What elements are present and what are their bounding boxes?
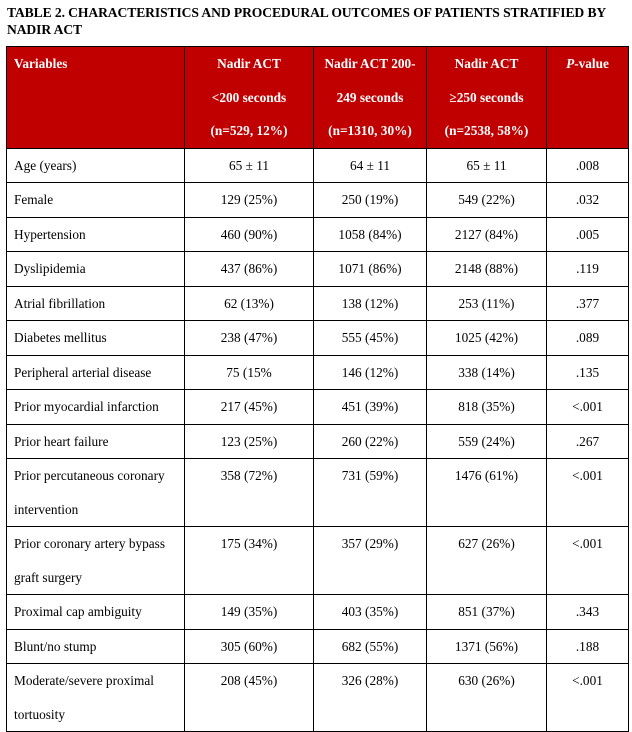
cell-nadir-200-249: 555 (45%)	[314, 321, 427, 356]
header-line: Nadir ACT 200-	[324, 56, 416, 71]
table-row	[7, 629, 629, 664]
cell-nadir-ge250: 2148 (88%)	[427, 252, 547, 287]
cell-p-value: .135	[547, 355, 629, 390]
header-line: (n=2538, 58%)	[444, 123, 529, 138]
header-line: ≥250 seconds	[449, 89, 524, 105]
cell-p-value: .008	[547, 148, 629, 183]
cell-nadir-200-249: 260 (22%)	[314, 424, 427, 459]
cell-nadir-lt200: 75 (15%	[185, 355, 314, 390]
row-variable: Dyslipidemia	[7, 252, 185, 287]
cell-nadir-ge250: 65 ± 11	[427, 148, 547, 183]
cell-nadir-200-249: 451 (39%)	[314, 390, 427, 425]
cell-nadir-200-249: 357 (29%)	[314, 527, 427, 595]
table-row	[7, 286, 629, 321]
table-row	[7, 527, 629, 595]
header-line: Nadir ACT	[454, 56, 519, 71]
table-row	[7, 390, 629, 425]
cell-p-value: <.001	[547, 527, 629, 595]
cell-nadir-lt200: 460 (90%)	[185, 217, 314, 252]
table-row	[7, 148, 629, 183]
row-variable: Atrial fibrillation	[7, 286, 185, 321]
cell-nadir-lt200: 149 (35%)	[185, 595, 314, 630]
cell-p-value: .377	[547, 286, 629, 321]
table-row	[7, 595, 629, 630]
cell-nadir-lt200: 123 (25%)	[185, 424, 314, 459]
cell-p-value: .089	[547, 321, 629, 356]
header-line: Nadir ACT	[217, 56, 281, 71]
header-line: (n=529, 12%)	[210, 123, 288, 138]
cell-nadir-200-249: 1071 (86%)	[314, 252, 427, 287]
table-row	[7, 459, 629, 527]
cell-nadir-lt200: 65 ± 11	[185, 148, 314, 183]
row-variable: Age (years)	[7, 148, 185, 183]
cell-nadir-200-249: 731 (59%)	[314, 459, 427, 527]
cell-p-value: .032	[547, 183, 629, 218]
cell-p-value: .343	[547, 595, 629, 630]
cell-nadir-ge250: 549 (22%)	[427, 183, 547, 218]
row-variable: Prior heart failure	[7, 424, 185, 459]
cell-nadir-200-249: 403 (35%)	[314, 595, 427, 630]
table-header-row	[7, 47, 629, 149]
row-variable: Female	[7, 183, 185, 218]
row-variable: Prior myocardial infarction	[7, 390, 185, 425]
cell-nadir-lt200: 62 (13%)	[185, 286, 314, 321]
row-variable: Blunt/no stump	[7, 629, 185, 664]
cell-nadir-lt200: 217 (45%)	[185, 390, 314, 425]
header-nadir-act-lt200	[185, 47, 314, 149]
header-line: (n=1310, 30%)	[328, 123, 412, 138]
table-row	[7, 183, 629, 218]
cell-nadir-lt200: 437 (86%)	[185, 252, 314, 287]
cell-nadir-lt200: 175 (34%)	[185, 527, 314, 595]
cell-nadir-ge250: 338 (14%)	[427, 355, 547, 390]
table-row	[7, 424, 629, 459]
cell-nadir-200-249: 682 (55%)	[314, 629, 427, 664]
cell-nadir-ge250: 627 (26%)	[427, 527, 547, 595]
cell-p-value: <.001	[547, 390, 629, 425]
cell-p-value: .188	[547, 629, 629, 664]
table-row	[7, 321, 629, 356]
cell-nadir-ge250: 559 (24%)	[427, 424, 547, 459]
cell-nadir-ge250: 1476 (61%)	[427, 459, 547, 527]
cell-nadir-200-249: 326 (28%)	[314, 664, 427, 732]
cell-p-value: .267	[547, 424, 629, 459]
cell-nadir-lt200: 305 (60%)	[185, 629, 314, 664]
cell-nadir-lt200: 358 (72%)	[185, 459, 314, 527]
cell-nadir-ge250: 1371 (56%)	[427, 629, 547, 664]
cell-nadir-ge250: 2127 (84%)	[427, 217, 547, 252]
table-row	[7, 217, 629, 252]
cell-nadir-200-249: 146 (12%)	[314, 355, 427, 390]
row-variable: Hypertension	[7, 217, 185, 252]
row-variable: Peripheral arterial disease	[7, 355, 185, 390]
cell-p-value: .119	[547, 252, 629, 287]
row-variable: Proximal cap ambiguity	[7, 595, 185, 630]
header-variables: Variables	[7, 47, 185, 149]
cell-nadir-ge250: 1025 (42%)	[427, 321, 547, 356]
header-p-value	[547, 47, 629, 149]
row-variable: Prior coronary artery bypass graft surgery	[7, 527, 185, 595]
header-nadir-act-200-249	[314, 47, 427, 149]
table-row	[7, 355, 629, 390]
cell-nadir-ge250: 253 (11%)	[427, 286, 547, 321]
header-line: 249 seconds	[336, 89, 404, 105]
cell-nadir-ge250: 630 (26%)	[427, 664, 547, 732]
header-line: <200 seconds	[211, 89, 287, 105]
cell-p-value: <.001	[547, 459, 629, 527]
cell-nadir-200-249: 138 (12%)	[314, 286, 427, 321]
row-variable: Prior percutaneous coronary intervention	[7, 459, 185, 527]
cell-nadir-200-249: 64 ± 11	[314, 148, 427, 183]
cell-nadir-ge250: 851 (37%)	[427, 595, 547, 630]
row-variable: Diabetes mellitus	[7, 321, 185, 356]
cell-nadir-ge250: 818 (35%)	[427, 390, 547, 425]
cell-nadir-lt200: 238 (47%)	[185, 321, 314, 356]
cell-nadir-200-249: 250 (19%)	[314, 183, 427, 218]
cell-p-value: .005	[547, 217, 629, 252]
table-title: TABLE 2. CHARACTERISTICS AND PROCEDURAL OUTCOMES OF PATIENTS STRATIFIED BY NADIR ACT	[7, 5, 606, 37]
characteristics-table	[6, 46, 629, 732]
cell-p-value: <.001	[547, 664, 629, 732]
cell-nadir-200-249: 1058 (84%)	[314, 217, 427, 252]
p-rest: -value	[574, 56, 609, 71]
cell-nadir-lt200: 208 (45%)	[185, 664, 314, 732]
p-italic: P	[566, 56, 575, 71]
cell-nadir-lt200: 129 (25%)	[185, 183, 314, 218]
header-nadir-act-ge250	[427, 47, 547, 149]
row-variable: Moderate/severe proximal tortuosity	[7, 664, 185, 732]
table-row	[7, 664, 629, 732]
table-row	[7, 252, 629, 287]
